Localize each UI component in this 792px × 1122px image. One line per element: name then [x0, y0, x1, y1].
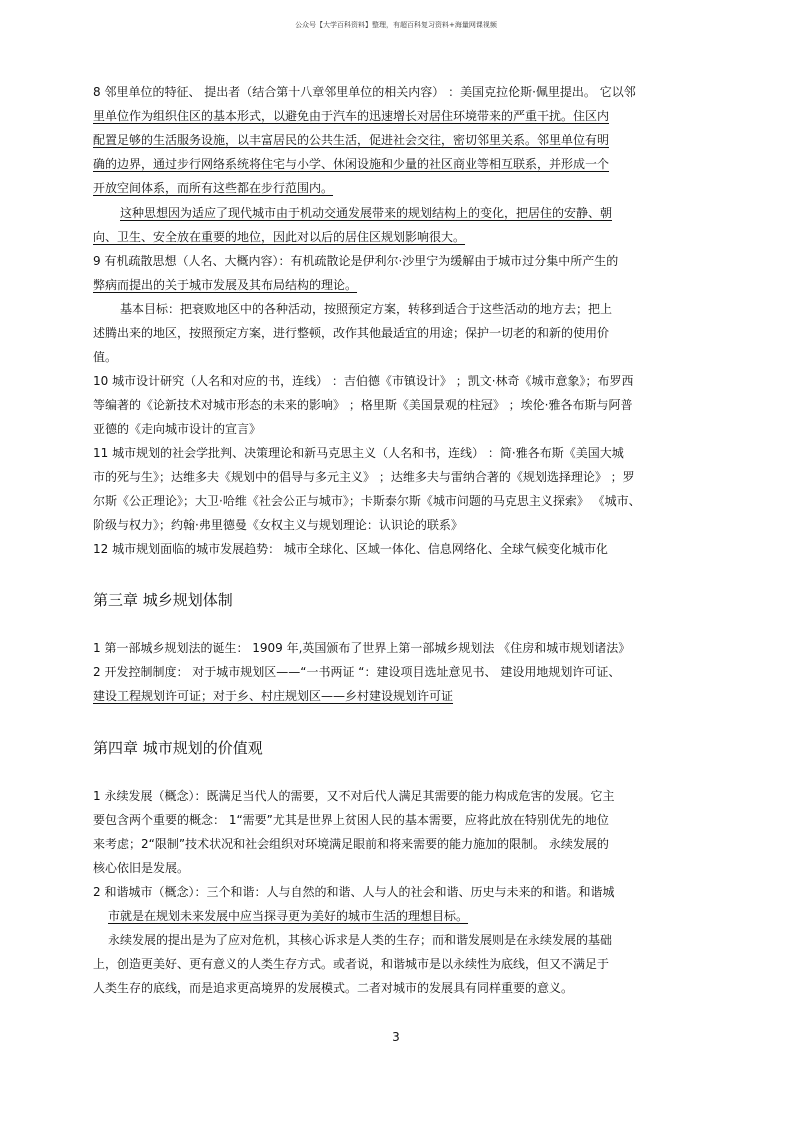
- text-line: 建设工程规划许可证；对于乡、村庄规划区——乡村建设规划许可证: [93, 689, 454, 703]
- chapter-heading: 第三章 城乡规划体制: [93, 591, 233, 609]
- text-line: 12 城市规划面临的城市发展趋势： 城市全球化、区域一体化、信息网络化、全球气候变化城市化: [93, 542, 608, 556]
- page-header: 公众号【大学百科资料】整理，有超百科复习资料+海量网课视频: [295, 21, 497, 29]
- text-line: 市的死与生》；达维多夫《规划中的倡导与多元主义》 ；达维多夫与雷纳合著的《规划选择理论》 ；罗: [93, 470, 635, 484]
- text-line: 市就是在规划未来发展中应当探寻更为美好的城市生活的理想目标。: [108, 909, 469, 923]
- text-line: 8 邻里单位的特征、 提出者（结合第十八章邻里单位的相关内容） ：美国克拉伦斯·佩里提出。 它以邻: [93, 85, 636, 99]
- text-line: 配置足够的生活服务设施，以丰富居民的公共生活，促进社会交往，密切邻里关系。邻里单位有明: [93, 133, 610, 147]
- text-line: 9 有机疏散思想（人名、大概内容）：有机疏散论是伊利尔·沙里宁为缓解由于城市过分集中所产生的: [93, 254, 619, 268]
- text-line: 2 和谐城市（概念）：三个和谐：人与自然的和谐、人与人的社会和谐、历史与未来的和谐。和谐城: [93, 885, 615, 899]
- text-line: 值。: [93, 350, 118, 364]
- text-line: 1 永续发展（概念）：既满足当代人的需要，又不对后代人满足其需要的能力构成危害的发展。它主: [93, 789, 615, 803]
- text-line: 1 第一部城乡规划法的诞生： 1909 年,英国颁布了世界上第一部城乡规划法 《住房和城市规划诸法》: [93, 641, 631, 655]
- text-line: 亚德的《走向城市设计的宣言》: [93, 422, 262, 436]
- text-line: 阶级与权力》；约翰·弗里德曼《女权主义与规划理论：认识论的联系》: [93, 518, 463, 532]
- text-line: 11 城市规划的社会学批判、决策理论和新马克思主义（人名和书，连线） ：简·雅各布斯《美国大城: [93, 446, 624, 460]
- text-line: 述腾出来的地区，按照预定方案，进行整顿，改作其他最适宜的用途；保护一切老的和新的使用价: [93, 326, 610, 340]
- text-line: 10 城市设计研究（人名和对应的书，连线） ：吉伯德《市镇设计》 ；凯文·林奇《城市意象》；布罗西: [93, 374, 634, 388]
- page-number: 3: [392, 1030, 400, 1044]
- text-line: 核心依旧是发展。: [93, 861, 190, 875]
- text-line: 里单位作为组织住区的基本形式，以避免由于汽车的迅速增长对居住环境带来的严重干扰。住区内: [93, 109, 610, 123]
- text-line: 等编著的《论新技术对城市形态的未来的影响》 ；格里斯《美国景观的柱冠》 ；埃伦·雅各布斯与阿普: [93, 398, 633, 412]
- text-line: 弊病而提出的关于城市发展及其布局结构的理论。: [93, 278, 358, 292]
- text-line: 来考虑；2“限制”技术状况和社会组织对环境满足眼前和将来需要的能力施加的限制。 永续发展的: [93, 837, 609, 851]
- text-line: 人类生存的底线，而是追求更高境界的发展模式。二者对城市的发展具有同样重要的意义。: [93, 981, 574, 995]
- text-line: 基本目标：把衰败地区中的各种活动，按照预定方案，转移到适合于这些活动的地方去；把上: [120, 302, 613, 316]
- text-line: 2 开发控制制度： 对于城市规划区——“一书两证 “：建设项目选址意见书、 建设用地规划许可证、: [93, 665, 621, 679]
- text-line: 要包含两个重要的概念： 1“需要”尤其是世界上贫困人民的基本需要，应将此放在特别优先的地位: [93, 813, 609, 827]
- text-line: 上，创造更美好、更有意义的人类生存方式。或者说，和谐城市是以永续性为底线，但又不满足于: [93, 957, 610, 971]
- text-line: 这种思想因为适应了现代城市由于机动交通发展带来的规划结构上的变化，把居住的安静、朝: [120, 206, 613, 220]
- chapter-heading: 第四章 城市规划的价值观: [93, 739, 263, 757]
- text-line: 向、卫生、安全放在重要的地位，因此对以后的居住区规划影响很大。: [93, 230, 466, 244]
- text-line: 开放空间体系，而所有这些都在步行范围内。: [93, 181, 334, 195]
- text-line: 尔斯《公正理论》；大卫·哈维《社会公正与城市》；卡斯泰尔斯《城市问题的马克思主义探索》 《城市、: [93, 494, 641, 508]
- text-line: 永续发展的提出是为了应对危机，其核心诉求是人类的生存；而和谐发展则是在永续发展的基础: [108, 933, 613, 947]
- text-line: 确的边界，通过步行网络系统将住宅与小学、休闲设施和少量的社区商业等相互联系，并形成一个: [93, 157, 610, 171]
